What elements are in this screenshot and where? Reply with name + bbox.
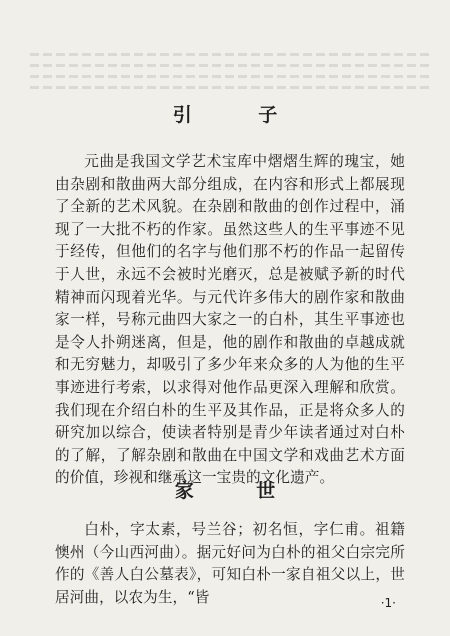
section-heading-intro: 引 子	[172, 104, 308, 126]
intro-paragraph: 元曲是我国文学艺术宝库中熠熠生辉的瑰宝，她由杂剧和散曲两大部分组成，在内容和形式上都展现了全新的艺术风貌。在杂剧和散曲的创作过程中，涌现了一大批不朽的作家。虽然这些人的生平事迹不见于经传，但他们的名字与他们那不朽的作品一起留传于人世，永远不会被时光磨灭，总是被赋予新的时代精神而闪现着光华。与元代许多伟大的剧作家和散曲家一样，号称元曲四大家之一的白朴，其生平事迹也是令人扑朔迷离，但是，他的剧作和散曲的卓越成就和无穷魅力，却吸引了多少年来众多的人为他的生平事迹进行考索，以求得对他作品更深入理解和欣赏。我们现在介绍白朴的生平及其作品，正是将众多人的研究加以综合，使读者特别是青少年读者通过对白朴的了解，了解杂剧和散曲在中国文学和戏曲艺术方面的价值，珍视和继承这一宝贵的文化遗产。	[55, 153, 405, 487]
section-heading-family: 家 世	[174, 480, 304, 502]
family-paragraph: 白朴，字太素，号兰谷；初名恒，字仁甫。祖籍懊州（今山西河曲）。据元好问为白朴的祖父白宗完所作的《善人白公墓表》，可知白朴一家自祖父以上，世居河曲，以农为生，“皆	[55, 521, 405, 606]
page-number: ·1·	[380, 596, 396, 610]
